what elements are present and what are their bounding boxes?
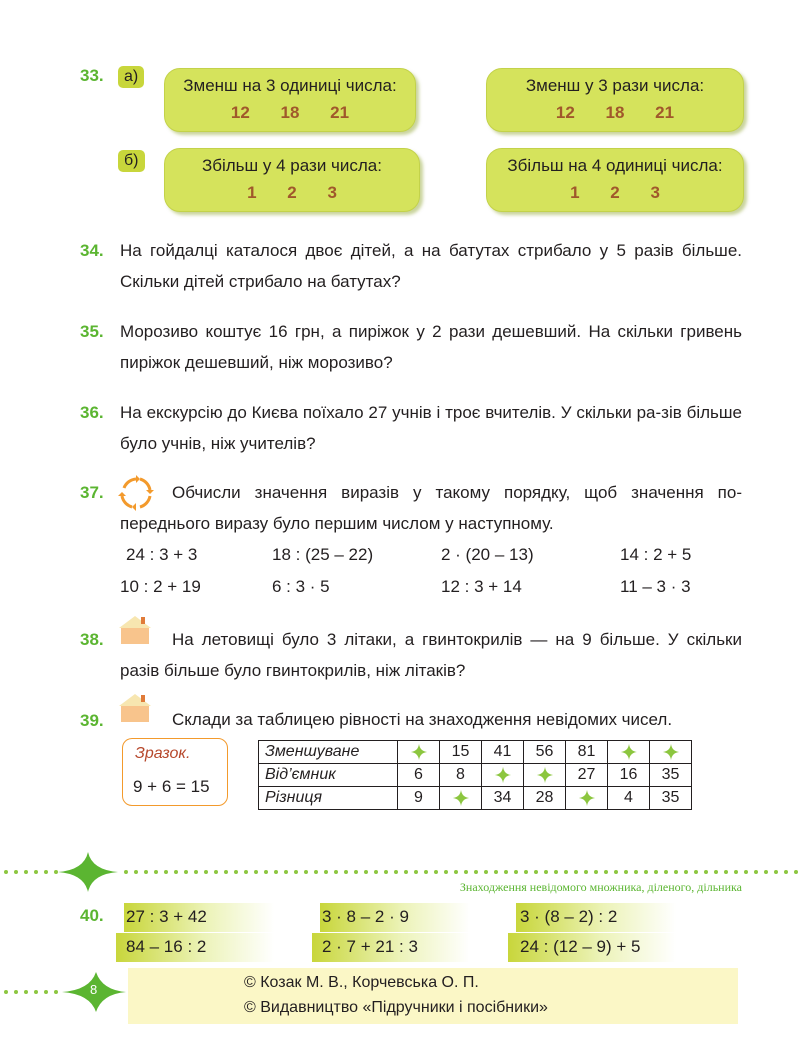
table-cell [650,741,692,764]
expression: 3 · 8 – 2 · 9 [322,907,409,926]
table-cell: 28 [524,787,566,810]
table-cell [440,787,482,810]
copyright-box [128,968,738,1024]
table-cell [398,741,440,764]
table-row [259,787,692,810]
table-cell: 56 [524,741,566,764]
expression: 11 – 3 · 3 [620,577,691,596]
table-cell: 35 [650,764,692,787]
unknown-value-star-icon [620,743,638,761]
table-cell: 15 [440,741,482,764]
expression: 24 : 3 + 3 [126,545,198,564]
exercise-38-text: На летовищі було 3 літаки, а гвинтокрилів — на 9 більше. У скільки разів більше було гвинтокрилів, ніж літаків? [120,630,742,680]
row-header: Різниця [259,787,398,810]
page-number: 8 [90,982,98,997]
table-cell [524,764,566,787]
unknown-value-star-icon [578,789,596,807]
panel-caption: Зменш на 3 одиниці числа: [183,76,397,95]
expression: 27 : 3 + 42 [126,907,207,926]
exercise-36-text: На екскурсію до Києва поїхало 27 учнів і троє вчителів. У скільки ра-зів більше було учнів, ніж учителів? [120,403,742,453]
expression: 18 : (25 – 22) [272,545,374,564]
table-cell: 8 [440,764,482,787]
exercise-37-text: Обчисли значення виразів у такому порядку, щоб значення по-переднього виразу було першим числом у наступному. [120,483,742,533]
panel-caption: Збільш у 4 рази числа: [201,156,382,175]
table-row [259,741,692,764]
table-cell [566,787,608,810]
table-cell: 6 [398,764,440,787]
panel-caption: Збільш на 4 одиниці числа: [507,156,723,175]
homework-house-icon [117,692,153,722]
unknown-value-star-icon [662,743,680,761]
expression: 2 · 7 + 21 : 3 [322,937,418,956]
table-row [259,764,692,787]
exercise-36-number: 36. [80,403,104,422]
part-b-label: б) [118,150,145,172]
chapter-title: Знаходження невідомого множника, діленого, дільника [459,880,742,894]
exercise-39-number: 39. [80,711,104,730]
exercise-34-number: 34. [80,241,104,260]
unknown-value-star-icon [452,789,470,807]
expression: 10 : 2 + 19 [120,577,201,596]
panel-caption: Зменш у 3 рази числа: [525,76,705,95]
panel-values: 1 2 3 [247,183,337,202]
expression: 24 : (12 – 9) + 5 [520,937,641,956]
task-panel-3 [164,148,420,212]
sample-box [122,738,228,806]
exercise-35-number: 35. [80,322,104,341]
exercise-39-text: Склади за таблицею рівності на знаходження невідомих чисел. [172,710,673,729]
row-header: Зменшуване [259,741,398,764]
expression: 6 : 3 · 5 [272,577,330,596]
expression: 12 : 3 + 14 [441,577,522,596]
table-cell: 41 [482,741,524,764]
copyright-line: © Козак М. В., Корчевська О. П. [244,974,479,991]
table-cell: 27 [566,764,608,787]
unknown-value-star-icon [410,743,428,761]
table-cell: 4 [608,787,650,810]
expression: 3 · (8 – 2) : 2 [520,907,618,926]
table-cell: 9 [398,787,440,810]
row-header: Від’ємник [259,764,398,787]
expression: 14 : 2 + 5 [620,545,692,564]
copyright-line: © Видавництво «Підручники і посібники» [244,999,548,1016]
expression: 84 – 16 : 2 [126,937,207,956]
exercise-38-number: 38. [80,630,104,649]
exercise-33-number: 33. [80,66,104,85]
table-cell: 16 [608,764,650,787]
panel-values: 1 2 3 [570,183,660,202]
task-panel-4 [486,148,744,212]
part-a-label: а) [118,66,144,88]
unknown-value-star-icon [536,766,554,784]
table-cell: 35 [650,787,692,810]
table-cell [482,764,524,787]
task-panel-1 [164,68,416,132]
task-panel-2 [486,68,744,132]
unknown-value-star-icon [494,766,512,784]
table-cell: 81 [566,741,608,764]
expression: 2 · (20 – 13) [441,545,534,564]
sample-expression: 9 + 6 = 15 [133,777,210,796]
panel-values: 12 18 21 [230,103,350,122]
subtraction-table [258,740,692,810]
exercise-34-text: На гойдалці каталося двоє дітей, а на батутах стрибало у 5 разів більше. Скільки дітей стрибало на батутах? [120,241,742,291]
exercise-40-number: 40. [80,906,104,925]
page-number-badge [0,972,130,1012]
exercise-37-number: 37. [80,483,104,502]
table-cell: 34 [482,787,524,810]
sample-title: Зразок. [135,745,191,762]
exercise-35-text: Морозиво коштує 16 грн, а пиріжок у 2 рази дешевший. На скільки гривень пиріжок дешевший, ніж морозиво? [120,322,742,372]
panel-values: 12 18 21 [555,103,675,122]
table-cell [608,741,650,764]
